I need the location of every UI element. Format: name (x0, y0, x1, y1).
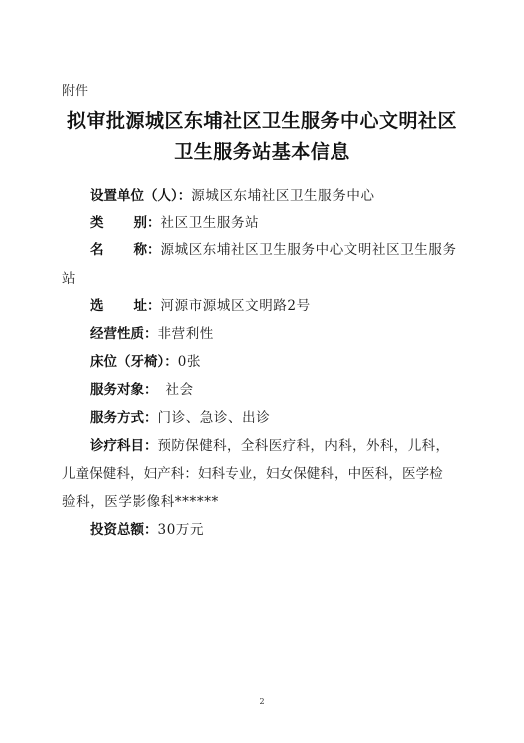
field-service-target (90, 381, 194, 399)
field-value: 门诊、急诊、出诊 (157, 410, 271, 426)
field-value: 社会 (165, 382, 194, 398)
field-label: 服务方式： (90, 410, 158, 426)
field-nature (90, 325, 214, 343)
field-value: 源城区东埔社区卫生服务中心 (191, 188, 375, 204)
field-label: 服务对象： (90, 382, 158, 398)
field-label: 名 称： (90, 242, 161, 258)
field-investment (90, 521, 204, 539)
field-value: 社区卫生服务站 (160, 215, 260, 231)
field-label: 经营性质： (90, 326, 158, 342)
attachment-label: 附件 (62, 84, 89, 99)
field-address (90, 297, 311, 315)
field-name (90, 241, 457, 259)
field-departments-line3 (62, 493, 219, 511)
field-value-cont: 儿童保健科，妇产科：妇科专业，妇女保健科，中医科，医学检 (62, 466, 443, 482)
field-value-cont: 站 (62, 271, 77, 287)
field-label: 投资总额： (90, 522, 158, 538)
field-value: 30万元 (157, 522, 205, 538)
document-title-line1: 拟审批源城区东埔社区卫生服务中心文明社区 (66, 110, 457, 132)
field-label: 设置单位（人）： (90, 188, 192, 204)
field-value: 预防保健科，全科医疗科，内科，外科，儿科， (157, 438, 450, 454)
field-departments (90, 437, 449, 455)
field-value: 非营利性 (157, 326, 214, 342)
document-title-line2: 卫生服务站基本信息 (174, 141, 350, 163)
field-label: 诊疗科目： (90, 438, 158, 454)
field-label: 选 址： (90, 298, 161, 314)
field-beds (90, 353, 201, 371)
field-service-mode (90, 409, 270, 427)
field-category (90, 214, 259, 232)
field-value: 源城区东埔社区卫生服务中心文明社区卫生服务 (160, 242, 457, 258)
field-value: 0张 (177, 354, 202, 370)
field-departments-line2 (62, 465, 443, 483)
field-label: 床位（牙椅）： (90, 354, 178, 370)
field-value-cont: 验科，医学影像科****** (62, 494, 219, 510)
field-value: 河源市源城区文明路2号 (160, 298, 311, 314)
field-setup-unit (90, 187, 375, 205)
field-name-continued (62, 270, 76, 288)
field-label: 类 别： (90, 215, 161, 231)
page-number: 2 (259, 697, 265, 706)
